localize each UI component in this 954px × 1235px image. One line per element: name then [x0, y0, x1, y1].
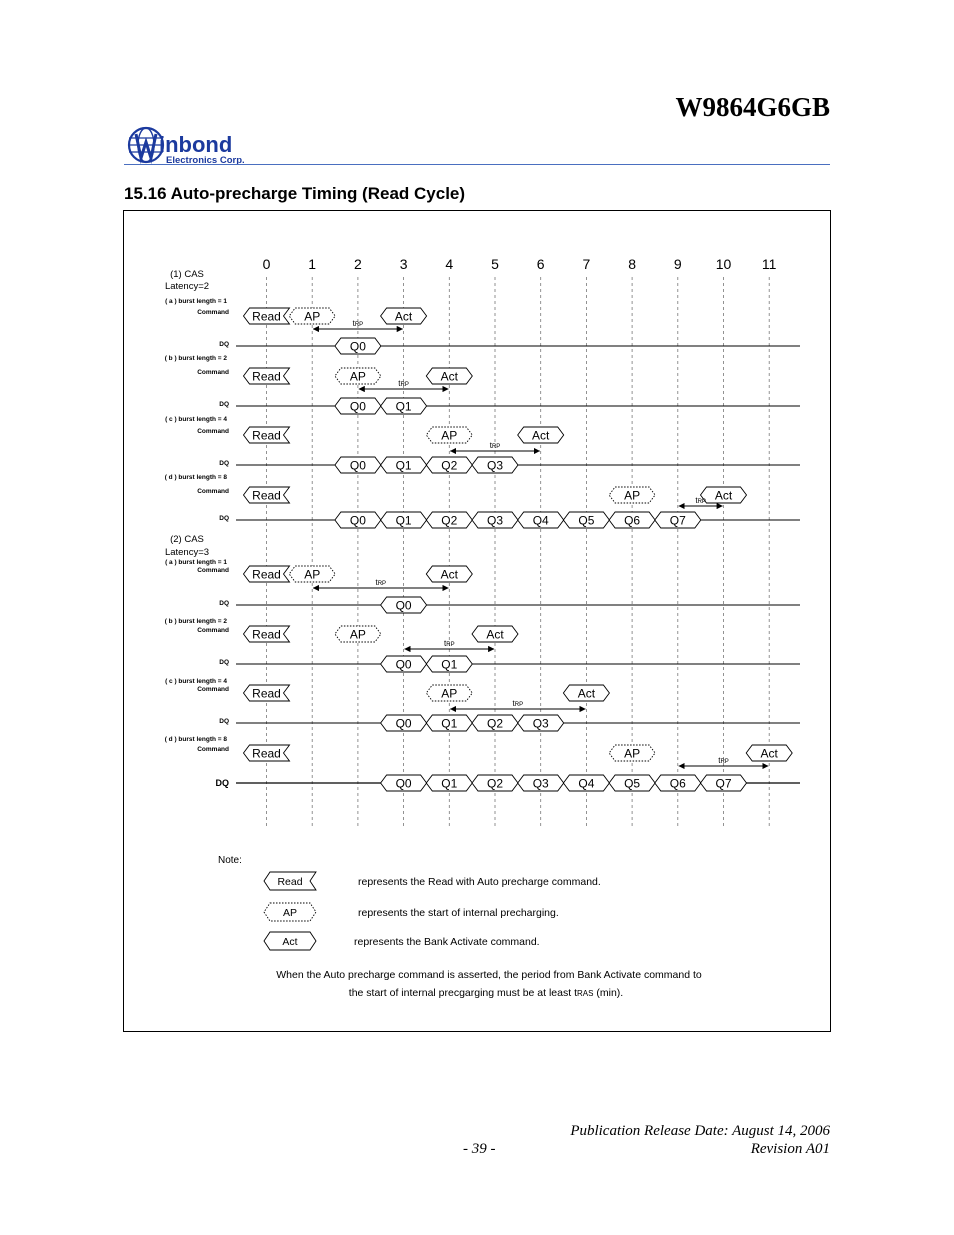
- dq-data-label: Q1: [441, 657, 458, 672]
- release-date: Publication Release Date: August 14, 2006: [570, 1123, 830, 1139]
- cas-latency-label: Latency=2: [164, 281, 210, 292]
- ap-command-label: AP: [304, 309, 321, 324]
- part-number: W9864G6GB: [675, 92, 830, 122]
- ap-command-label: AP: [304, 567, 321, 582]
- clock-label: 4: [445, 256, 454, 272]
- dq-data-label: Q3: [486, 513, 504, 528]
- dq-data-label: Q0: [395, 776, 412, 791]
- dq-data-label: Q7: [715, 776, 732, 791]
- read-command-label: Read: [252, 369, 281, 384]
- clock-label: 11: [761, 256, 777, 272]
- command-label: Command: [197, 567, 229, 574]
- dq-data-label: Q6: [624, 513, 641, 528]
- dq-data-label: Q0: [349, 339, 366, 354]
- read-command-label: Read: [252, 488, 281, 503]
- legend-symbol-label: AP: [282, 907, 298, 919]
- dq-data-label: Q4: [578, 776, 595, 791]
- trp-label: tRP: [489, 441, 501, 450]
- legend-description: represents the Read with Auto precharge command.: [358, 876, 601, 888]
- dq-data-label: Q1: [395, 458, 412, 473]
- trp-label: tRP: [695, 496, 706, 505]
- command-label: Command: [197, 488, 229, 495]
- act-command-label: Act: [577, 686, 596, 701]
- ap-command-label: AP: [349, 369, 366, 384]
- dq-data-label: Q3: [532, 716, 549, 731]
- command-label: Command: [197, 686, 229, 693]
- burst-length-label: ( a ) burst length = 1: [165, 559, 227, 566]
- ap-command-label: AP: [441, 686, 458, 701]
- act-command-label: Act: [440, 567, 458, 582]
- dq-data-label: Q1: [395, 399, 412, 414]
- dq-label: DQ: [219, 659, 229, 666]
- command-label: Command: [197, 428, 229, 435]
- logo-wordmark: inbond: [159, 132, 233, 157]
- trp-label: tRP: [718, 756, 729, 765]
- dq-data-label: Q0: [395, 716, 412, 731]
- dq-label: DQ: [219, 600, 229, 607]
- act-command-label: Act: [486, 627, 504, 642]
- clock-label: 5: [491, 256, 499, 272]
- dq-data-label: Q7: [669, 513, 686, 528]
- cas-latency-label: (2) CAS: [170, 534, 204, 545]
- dq-data-label: Q1: [395, 513, 412, 528]
- clock-label: 8: [628, 256, 636, 272]
- trp-label: tRP: [375, 578, 387, 587]
- dq-data-label: Q0: [349, 513, 366, 528]
- clock-label: 3: [399, 256, 408, 272]
- clock-label: 10: [715, 256, 732, 272]
- trp-label: tRP: [444, 639, 455, 648]
- revision: Revision A01: [750, 1141, 830, 1157]
- dq-data-label: Q2: [441, 458, 458, 473]
- clock-label: 2: [354, 256, 362, 272]
- dq-label: DQ: [219, 401, 229, 408]
- dq-data-label: Q5: [624, 776, 641, 791]
- legend-symbol-label: Act: [282, 936, 298, 948]
- dq-data-label: Q1: [441, 776, 458, 791]
- dq-data-label: Q5: [578, 513, 595, 528]
- dq-data-label: Q0: [349, 399, 366, 414]
- dq-data-label: Q3: [532, 776, 549, 791]
- command-label: Command: [197, 627, 229, 634]
- burst-length-label: ( b ) burst length = 2: [164, 355, 227, 362]
- read-command-label: Read: [252, 309, 281, 324]
- dq-data-label: Q2: [486, 776, 504, 791]
- footnote-line-2: the start of internal precgarging must be at least tRAS (min).: [348, 987, 624, 999]
- dq-data-label: Q0: [395, 657, 412, 672]
- footnote-line-1: When the Auto precharge command is asserted, the period from Bank Activate command to: [276, 969, 702, 981]
- burst-length-label: ( b ) burst length = 2: [164, 618, 227, 625]
- command-label: Command: [197, 746, 229, 753]
- dq-label: DQ: [219, 341, 229, 348]
- dq-data-label: Q1: [441, 716, 458, 731]
- read-command-label: Read: [252, 627, 281, 642]
- clock-label: 1: [308, 256, 317, 272]
- burst-length-label: ( a ) burst length = 1: [165, 298, 227, 305]
- cas-latency-label: Latency=3: [164, 547, 210, 558]
- dq-label: DQ: [219, 460, 229, 467]
- dq-data-label: Q6: [669, 776, 686, 791]
- burst-length-label: ( c ) burst length = 4: [165, 416, 227, 423]
- winbond-logo: [126, 124, 266, 166]
- dq-data-label: Q3: [486, 458, 504, 473]
- read-command-label: Read: [252, 746, 281, 761]
- dq-data-label: Q4: [532, 513, 549, 528]
- read-command-label: Read: [252, 686, 281, 701]
- burst-length-label: ( d ) burst length = 8: [164, 474, 227, 481]
- globe-icon: [129, 128, 163, 162]
- act-command-label: Act: [760, 746, 778, 761]
- ap-command-label: AP: [624, 746, 641, 761]
- dq-label: DQ: [219, 718, 229, 725]
- act-command-label: Act: [394, 309, 413, 324]
- burst-length-label: ( c ) burst length = 4: [165, 678, 227, 685]
- clock-label: 7: [582, 256, 591, 272]
- cas-latency-label: (1) CAS: [170, 269, 204, 280]
- command-label: Command: [197, 309, 229, 316]
- dq-label: DQ: [215, 778, 229, 788]
- page-number: - 39 -: [463, 1141, 496, 1157]
- read-command-label: Read: [252, 428, 281, 443]
- section-title: 15.16 Auto-precharge Timing (Read Cycle): [124, 184, 466, 203]
- ap-command-label: AP: [441, 428, 458, 443]
- dq-data-label: Q0: [395, 598, 412, 613]
- command-label: Command: [197, 369, 229, 376]
- act-command-label: Act: [714, 488, 733, 503]
- clock-label: 9: [673, 256, 682, 272]
- ap-command-label: AP: [624, 488, 641, 503]
- legend-description: represents the start of internal precharging.: [358, 907, 559, 919]
- trp-label: tRP: [512, 699, 524, 708]
- legend-description: represents the Bank Activate command.: [354, 936, 540, 948]
- read-command-label: Read: [252, 567, 281, 582]
- dq-data-label: Q2: [486, 716, 504, 731]
- act-command-label: Act: [532, 428, 550, 443]
- dq-data-label: Q2: [441, 513, 458, 528]
- legend-symbol-label: Read: [277, 876, 303, 888]
- dq-data-label: Q0: [349, 458, 366, 473]
- logo-subtitle: Electronics Corp.: [166, 155, 245, 166]
- act-command-label: Act: [440, 369, 458, 384]
- timing-figure: [123, 210, 831, 1032]
- trp-label: tRP: [352, 319, 364, 328]
- clock-label: 6: [536, 256, 545, 272]
- trp-label: tRP: [398, 379, 409, 388]
- ap-command-label: AP: [349, 627, 366, 642]
- burst-length-label: ( d ) burst length = 8: [164, 736, 227, 743]
- note-title: Note:: [218, 855, 242, 866]
- timing-diagram: [124, 211, 830, 1031]
- header-rule: [124, 164, 830, 165]
- dq-label: DQ: [219, 515, 229, 522]
- clock-label: 0: [262, 256, 271, 272]
